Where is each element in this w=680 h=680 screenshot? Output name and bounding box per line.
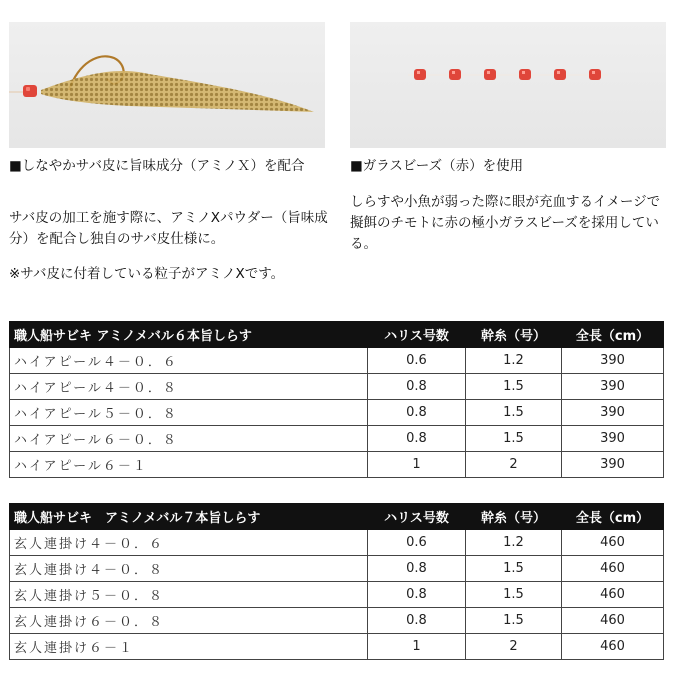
table-row bbox=[10, 530, 664, 556]
skin-feature-heading: ■しなやかサバ皮に旨味成分（アミノＸ）を配合 bbox=[9, 158, 305, 174]
table-row bbox=[10, 426, 664, 452]
main-line-column-header: 幹糸（号） bbox=[466, 504, 562, 530]
total-length-cell: 390 bbox=[562, 452, 664, 478]
table-row bbox=[10, 348, 664, 374]
leader-size-cell: 1 bbox=[368, 634, 466, 660]
table-row bbox=[10, 452, 664, 478]
bead-highlight bbox=[592, 71, 595, 74]
product-name-cell: ハイアピール５－０．８ bbox=[10, 400, 368, 426]
total-length-cell: 460 bbox=[562, 582, 664, 608]
main-line-cell: 2 bbox=[466, 452, 562, 478]
spec-table-6hook bbox=[9, 321, 664, 478]
main-line-cell: 1.5 bbox=[466, 556, 562, 582]
product-column-header: 職人船サビキ アミノメバル６本旨しらす bbox=[10, 322, 368, 348]
main-line-cell: 1.2 bbox=[466, 348, 562, 374]
glass-bead bbox=[449, 69, 461, 80]
main-line-cell: 1.5 bbox=[466, 400, 562, 426]
spec-table-7hook bbox=[9, 503, 664, 660]
total-length-cell: 460 bbox=[562, 556, 664, 582]
main-line-cell: 1.2 bbox=[466, 530, 562, 556]
product-name-cell: 玄人連掛け５－０．８ bbox=[10, 582, 368, 608]
total-length-cell: 460 bbox=[562, 608, 664, 634]
table-row bbox=[10, 608, 664, 634]
product-name-cell: ハイアピール６－０．８ bbox=[10, 426, 368, 452]
total-length-column-header: 全長（cm） bbox=[562, 322, 664, 348]
product-name-cell: 玄人連掛け４－０．６ bbox=[10, 530, 368, 556]
total-length-cell: 390 bbox=[562, 426, 664, 452]
total-length-cell: 390 bbox=[562, 400, 664, 426]
total-length-column-header: 全長（cm） bbox=[562, 504, 664, 530]
bead-highlight bbox=[452, 71, 455, 74]
leader-size-cell: 0.8 bbox=[368, 426, 466, 452]
leader-size-cell: 0.6 bbox=[368, 530, 466, 556]
bead-highlight bbox=[522, 71, 525, 74]
total-length-cell: 390 bbox=[562, 348, 664, 374]
skin-feature-note: ※サバ皮に付着している粒子がアミノXです。 bbox=[9, 266, 285, 282]
sabi-skin-lure-image bbox=[9, 22, 325, 148]
bead-feature-description: しらすや小魚が弱った際に眼が充血するイメージで擬餌のチモトに赤の極小ガラスビーズを採用している。 bbox=[350, 194, 661, 252]
main-line-cell: 1.5 bbox=[466, 582, 562, 608]
main-line-column-header: 幹糸（号） bbox=[466, 322, 562, 348]
bead-highlight bbox=[417, 71, 420, 74]
glass-bead bbox=[589, 69, 601, 80]
table-row bbox=[10, 556, 664, 582]
leader-size-cell: 0.8 bbox=[368, 400, 466, 426]
lure-photo bbox=[9, 22, 325, 148]
main-line-cell: 1.5 bbox=[466, 426, 562, 452]
product-name-cell: ハイアピール６－１ bbox=[10, 452, 368, 478]
leader-size-cell: 0.8 bbox=[368, 582, 466, 608]
table-row bbox=[10, 400, 664, 426]
total-length-cell: 460 bbox=[562, 634, 664, 660]
glass-bead bbox=[519, 69, 531, 80]
bead-highlight bbox=[487, 71, 490, 74]
table-row bbox=[10, 582, 664, 608]
leader-size-cell: 0.8 bbox=[368, 608, 466, 634]
main-line-cell: 1.5 bbox=[466, 374, 562, 400]
leader-size-cell: 0.8 bbox=[368, 374, 466, 400]
bead-feature-heading: ■ガラスビーズ（赤）を使用 bbox=[350, 158, 524, 174]
leader-size-cell: 0.8 bbox=[368, 556, 466, 582]
leader-size-column-header: ハリス号数 bbox=[368, 322, 466, 348]
table-header-row bbox=[10, 322, 664, 348]
glass-beads-image bbox=[350, 22, 666, 148]
main-line-cell: 2 bbox=[466, 634, 562, 660]
table-row bbox=[10, 634, 664, 660]
total-length-cell: 460 bbox=[562, 530, 664, 556]
skin-feature-description: サバ皮の加工を施す際に、アミノXパウダー（旨味成分）を配合し独自のサバ皮仕様に。 bbox=[9, 210, 328, 247]
bead-highlight bbox=[557, 71, 560, 74]
beads-photo bbox=[350, 22, 666, 148]
main-line-cell: 1.5 bbox=[466, 608, 562, 634]
glass-bead bbox=[554, 69, 566, 80]
table-row bbox=[10, 374, 664, 400]
leader-size-column-header: ハリス号数 bbox=[368, 504, 466, 530]
product-name-cell: ハイアピール４－０．６ bbox=[10, 348, 368, 374]
leader-size-cell: 1 bbox=[368, 452, 466, 478]
table-header-row bbox=[10, 504, 664, 530]
product-name-cell: 玄人連掛け６－０．８ bbox=[10, 608, 368, 634]
glass-bead bbox=[414, 69, 426, 80]
total-length-cell: 390 bbox=[562, 374, 664, 400]
product-column-header: 職人船サビキ アミノメバル７本旨しらす bbox=[10, 504, 368, 530]
product-name-cell: ハイアピール４－０．８ bbox=[10, 374, 368, 400]
leader-size-cell: 0.6 bbox=[368, 348, 466, 374]
product-name-cell: 玄人連掛け６－１ bbox=[10, 634, 368, 660]
product-name-cell: 玄人連掛け４－０．８ bbox=[10, 556, 368, 582]
red-bead bbox=[23, 85, 37, 97]
glass-bead bbox=[484, 69, 496, 80]
